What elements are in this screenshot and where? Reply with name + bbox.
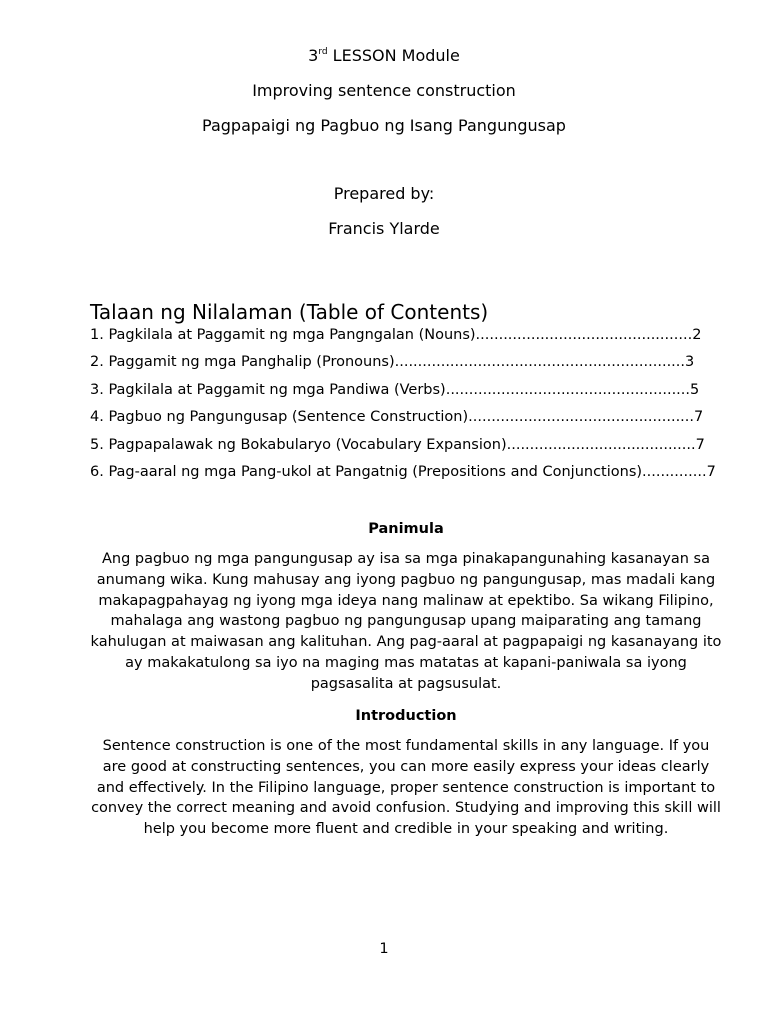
toc-item[interactable] bbox=[90, 353, 722, 371]
lesson-title bbox=[0, 46, 768, 66]
toc-item[interactable] bbox=[90, 436, 722, 454]
lesson-label: LESSON Module bbox=[327, 46, 460, 65]
toc-item[interactable] bbox=[90, 326, 722, 344]
toc-item-page: 5 bbox=[690, 381, 700, 398]
toc-item-page: 7 bbox=[695, 436, 705, 453]
toc-leader-dots: ......................................... bbox=[506, 436, 696, 453]
subtitle-filipino: Pagpapaigi ng Pagbuo ng Isang Pangungusap bbox=[202, 116, 566, 135]
page-number: 1 bbox=[379, 941, 389, 957]
panimula-paragraph: Ang pagbuo ng mga pangungusap ay isa sa mga pinakapangunahing kasanayan sa anumang wika. Kung mahusay ang iyong pagbuo ng pangungusap, mas madali kang makapagpahayag ng iyong mga ideya nang malinaw at epektibo. Sa wikang Filipino, mahalaga ang wastong pagbuo ng pangungusap upang maiparating ang tamang kahulugan at maiwasan ang kalituhan. Ang pag-aaral at pagpapaigi ng kasanayang ito ay makakatulong sa iyo na maging mas matatas at kapani-paniwala sa iyong pagsasalita at pagsusulat. bbox=[90, 551, 722, 692]
introduction-section bbox=[90, 706, 722, 840]
author-name: Francis Ylarde bbox=[328, 219, 440, 238]
toc-list bbox=[90, 326, 722, 481]
toc-item-text: 3. Pagkilala at Paggamit ng mga Pandiwa (Verbs) bbox=[90, 381, 446, 398]
toc-leader-dots: ..................................................... bbox=[445, 381, 691, 398]
introduction-paragraph: Sentence construction is one of the most fundamental skills in any language. If you are good at constructing sentences, you can more easily express your ideas clearly and effectively. In the Filipino language, proper sentence construction is important to convey the correct meaning and avoid confusion. Studying and improving this skill will help you become more fluent and credible in your speaking and writing. bbox=[91, 738, 721, 838]
toc-item-text: 6. Pag-aaral ng mga Pang-ukol at Pangatnig (Prepositions and Conjunctions) bbox=[90, 463, 643, 480]
toc-leader-dots: ................................................. bbox=[468, 409, 695, 426]
toc-heading: Talaan ng Nilalaman (Table of Contents) bbox=[90, 300, 489, 324]
toc-item-text: 4. Pagbuo ng Pangungusap (Sentence Construction) bbox=[90, 409, 469, 426]
toc-item-page: 7 bbox=[706, 463, 716, 480]
toc-item[interactable] bbox=[90, 381, 722, 399]
prepared-by-label: Prepared by: bbox=[333, 184, 435, 203]
toc-leader-dots: .............. bbox=[642, 463, 707, 480]
table-of-contents bbox=[90, 300, 722, 490]
toc-leader-dots: ............................................... bbox=[475, 327, 693, 343]
toc-item-page: 2 bbox=[692, 327, 702, 343]
toc-item[interactable] bbox=[90, 463, 722, 481]
toc-item-page: 7 bbox=[694, 409, 704, 426]
subtitle-english: Improving sentence construction bbox=[252, 81, 516, 100]
toc-item-text: 5. Pagpapalawak ng Bokabularyo (Vocabulary Expansion) bbox=[90, 436, 507, 453]
lesson-number: 3 bbox=[308, 46, 319, 65]
lesson-suffix: rd bbox=[318, 47, 328, 57]
title-block bbox=[0, 46, 768, 151]
toc-item-text: 1. Pagkilala at Paggamit ng mga Pangngalan (Nouns) bbox=[90, 327, 476, 343]
toc-item-page: 3 bbox=[685, 354, 695, 371]
prepared-by-block bbox=[0, 184, 768, 254]
panimula-section bbox=[90, 519, 722, 695]
toc-leader-dots: ............................................................... bbox=[394, 354, 686, 371]
panimula-heading: Panimula bbox=[368, 521, 444, 537]
toc-item[interactable] bbox=[90, 408, 722, 426]
introduction-heading: Introduction bbox=[355, 708, 457, 724]
toc-item-text: 2. Paggamit ng mga Panghalip (Pronouns) bbox=[90, 354, 395, 371]
